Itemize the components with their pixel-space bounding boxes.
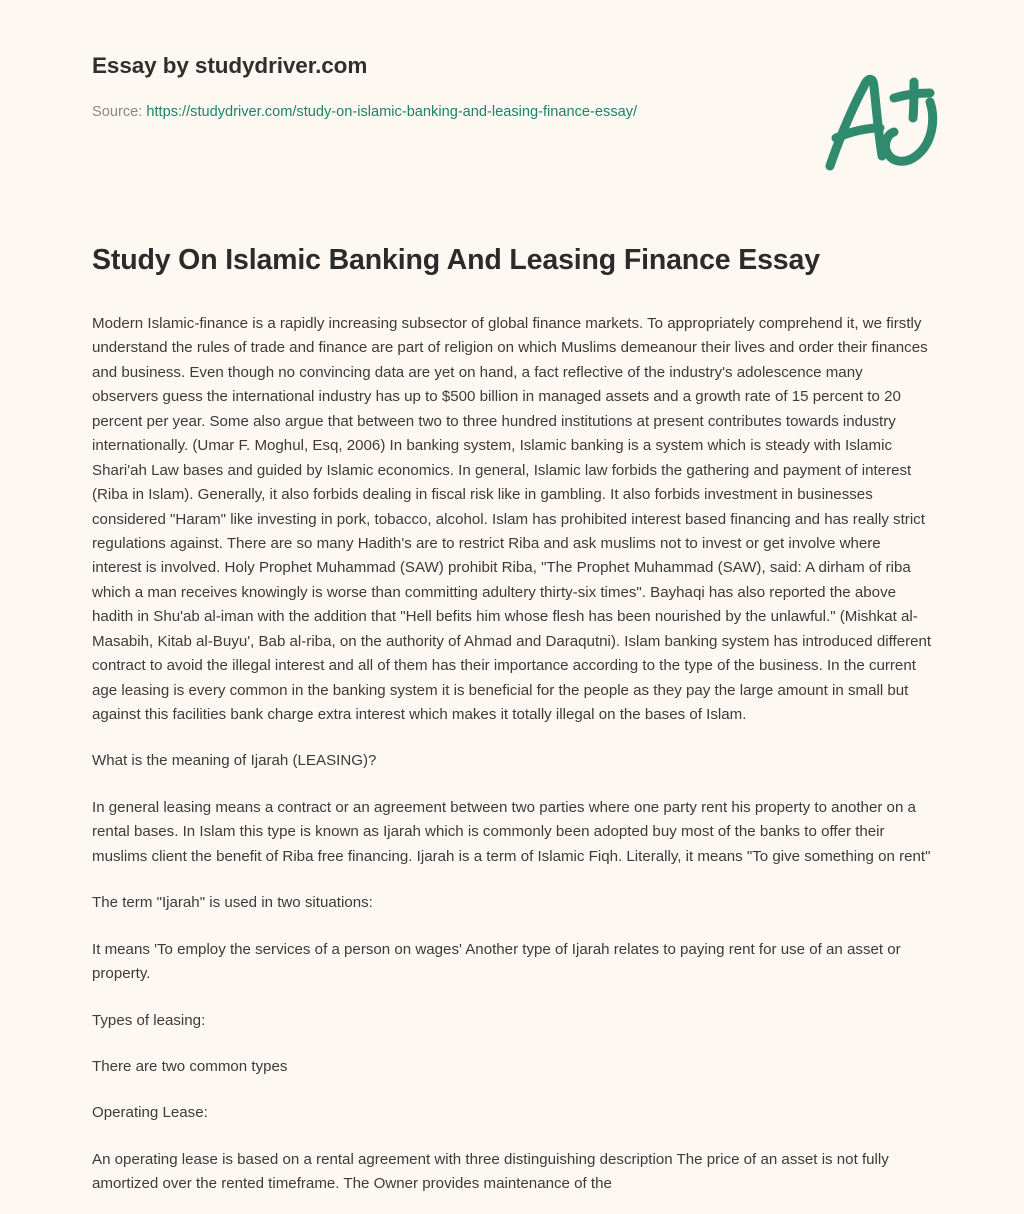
source-link[interactable]: https://studydriver.com/study-on-islamic-banking-and-leasing-finance-essay/: [146, 104, 638, 120]
body-paragraph: Types of leasing:: [92, 1011, 206, 1029]
body-paragraph: Modern Islamic-finance is a rapidly increasing subsector of global finance markets. To appropriately comprehend it, we firstly understand the rules of trade and finance are part of religion on which Muslims demeanour their lives and order their finances and business. Even though no convincing data are yet on hand, a fact reflective of the industry's adolescence many observers guess the international industry has up to $500 billion in managed assets and a growth rate of 15 percent to 20 percent per year. Some also argue that between two to three hundred institutions at present contributes towards industry internationally. (Umar F. Moghul, Esq, 2006) In banking system, Islamic banking is a system which is steady with Islamic Shari'ah Law bases and guided by Islamic economics. In general, Islamic law forbids the gathering and payment of interest (Riba in Islam). Generally, it also forbids dealing in fiscal risk like in gambling. It also forbids investment in businesses considered "Haram" like investing in pork, tobacco, alcohol. Islam has prohibited interest based financing and has really strict regulations against. There are so many Hadith's are to restrict Riba and ask muslims not to invest or get involve where interest is involved. Holy Prophet Muhammad (SAW) prohibit Riba, "The Prophet Muhammad (SAW), said: A dirham of riba which a man receives knowingly is worse than committing adultery thirty-six times". Bayhaqi has also reported the above hadith in Shu'ab al-iman with the addition that "Hell befits him whose flesh has been nourished by the unlawful." (Mishkat al-Masabih, Kitab al-Buyu', Bab al-riba, on the authority of Ahmad and Daraqutni). Islam banking system has introduced different contract to avoid the illegal interest and all of them has their importance according to the type of the business. In the current age leasing is every common in the banking system it is beneficial for the people as they pay the large amount in small but against this facilities bank charge extra interest which makes it totally illegal on the bases of Islam.: [92, 315, 932, 723]
a-plus-logo[interactable]: [806, 62, 956, 182]
page-title: Study On Islamic Banking And Leasing Finance Essay: [92, 244, 820, 276]
essay-body: [92, 312, 932, 1197]
body-paragraph: There are two common types: [92, 1057, 288, 1075]
byline: Essay by studydriver.com: [92, 53, 368, 78]
body-paragraph: An operating lease is based on a rental agreement with three distinguishing description The price of an asset is not fully amortized over the rented timeframe. The Owner provides maintenance of the: [92, 1150, 889, 1193]
body-paragraph: It means 'To employ the services of a person on wages' Another type of Ijarah relates to paying rent for use of an asset or property.: [92, 940, 901, 983]
body-paragraph: Operating Lease:: [92, 1104, 208, 1122]
body-paragraph: The term "Ijarah" is used in two situations:: [92, 894, 373, 912]
body-paragraph: What is the meaning of Ijarah (LEASING)?: [92, 752, 377, 770]
source-label: Source:: [92, 104, 143, 120]
body-paragraph: In general leasing means a contract or an agreement between two parties where one party rent his property to another on a rental bases. In Islam this type is known as Ijarah which is commonly been adopted buy most of the banks to offer their muslims client the benefit of Riba free financing. Ijarah is a term of Islamic Fiqh. Literally, it means "To give something on rent": [92, 798, 931, 865]
